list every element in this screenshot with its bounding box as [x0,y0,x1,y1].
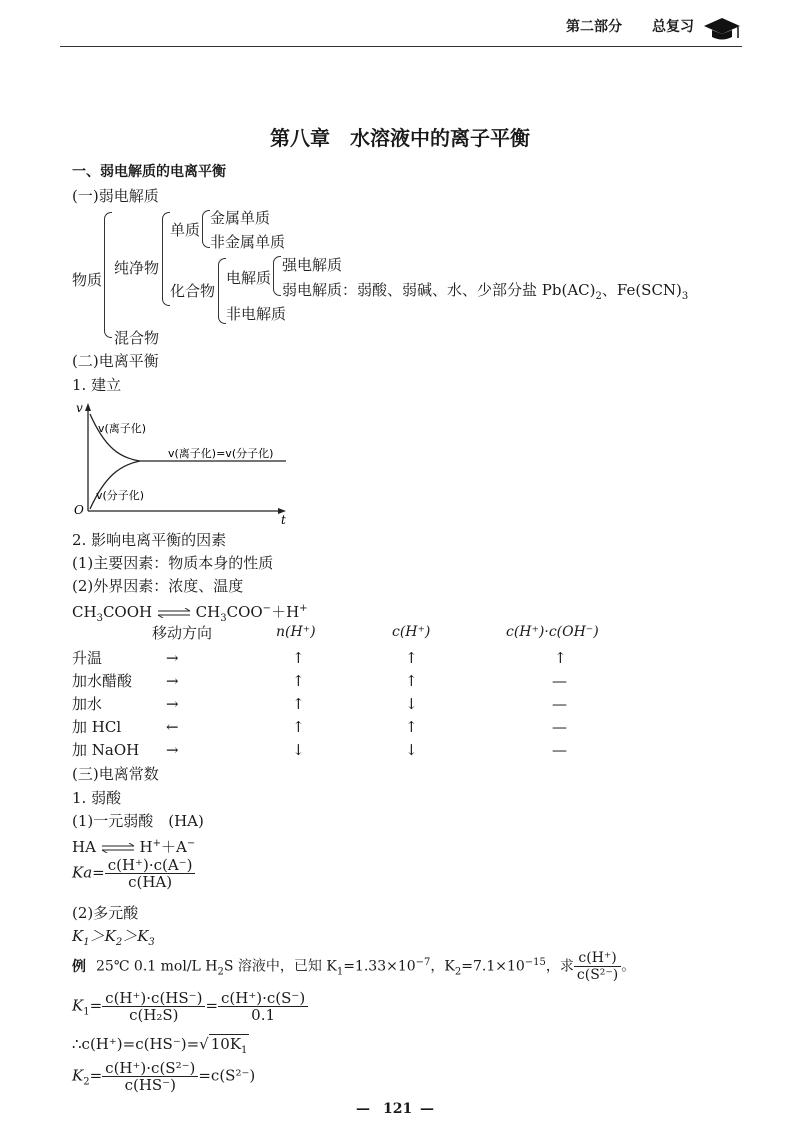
page-number: 121 [383,1101,413,1117]
table-cell: — [552,695,567,713]
subsection-title: (二)电离平衡 [72,352,159,370]
tree-root: 物质 [72,271,103,289]
table-cell: — [552,672,567,690]
table-cell: ↑ [405,672,418,690]
label-ionization: v(离子化) [98,422,147,435]
brace-root [104,212,112,338]
header-title: 总复习 [652,19,694,35]
k2-derivation: $K_2=$ $\frac{\text{c(H⁺)·c(S²⁻)}}{c(HS^-)}$ =c(S²⁻) [72,1059,256,1094]
table-cell: — [552,718,567,736]
table-cell: → [166,672,179,690]
table-cell: — [552,741,567,759]
table-cell: ↓ [405,741,418,759]
table-cell: ↑ [405,649,418,667]
table-cell: ↑ [292,649,305,667]
x-axis-label: t [281,513,286,525]
page-dash: — [420,1101,434,1117]
table-cell: → [166,695,179,713]
graph-y-arrow [85,403,91,411]
table-cell: → [166,741,179,759]
tree-element: 单质 [170,221,201,239]
label-equilibrium: v(离子化)=v(分子化) [168,447,274,460]
table-header: c(H⁺) [392,624,431,640]
table-header: n(H⁺) [276,624,316,640]
brace-electrolyte [273,256,281,296]
header-part: 第二部分 [566,19,622,35]
graduation-cap-icon [702,16,742,42]
subsection-title: (三)电离常数 [72,765,159,783]
tree-nonmetal: 非金属单质 [210,233,286,251]
subsection-title: (一)弱电解质 [72,187,159,205]
ha-equation: HA H+＋A− [72,838,196,856]
acetic-acid-equation: $CH_3COOH$ $CH_3COO^-+H^+$ [72,603,308,624]
item-heading: 2. 影响电离平衡的因素 [72,531,227,549]
table-cell: ↑ [405,718,418,736]
tree-pure: 纯净物 [114,259,160,277]
ka-expression: Ka= $\frac{c(H^+)\cdot c(A^-)}{c(HA)}$ [72,857,195,890]
equilibrium-graph [70,400,300,525]
poly-acid-heading: (2)多元酸 [72,904,139,922]
table-cell: 加 HCl [72,718,122,736]
chapter-title: 第八章 水溶液中的离子平衡 [270,126,530,150]
table-cell: ↑ [292,695,305,713]
equilibrium-arrow-icon [157,608,191,618]
brace-compound [218,258,226,324]
header-rule [60,46,742,47]
table-cell: → [166,649,179,667]
table-header: 移动方向 [152,624,213,642]
item-heading: 1. 建立 [72,376,122,394]
table-header: c(H⁺)·c(OH⁻) [506,624,599,640]
brace-pure [162,212,170,306]
tree-strong: 强电解质 [282,256,343,274]
table-cell: 加 NaOH [72,741,140,759]
label-molecular: v(分子化) [96,489,145,502]
brace-element [202,210,210,248]
equilibrium-arrow-icon [101,843,135,853]
example-label: 例 [72,958,86,975]
factor-line: (1)主要因素：物质本身的性质 [72,554,274,572]
section-title: 一、弱电解质的电离平衡 [72,164,226,180]
tree-compound: 化合物 [170,282,216,300]
page-dash: — [356,1101,370,1117]
table-cell: ← [166,718,179,736]
tree-non-electrolyte: 非电解质 [226,305,287,323]
table-cell: ↑ [292,672,305,690]
table-cell: 加水醋酸 [72,672,133,690]
k1-derivation: $K_1=$ $\frac{c(H^+)\cdot c(HS^-)}{\text{c(H₂S)}}$ = $\frac{c(H^+)\cdot c(S^-)}{0.1}$ [72,990,308,1023]
tree-mixture: 混合物 [114,329,160,347]
k-order: $K_1>K_2>K_3$ [72,927,155,948]
table-cell: 加水 [72,695,103,713]
tree-metal: 金属单质 [210,209,271,227]
table-cell: ↑ [292,718,305,736]
example-problem: 例 25℃ 0.1 mol/L $H_2S$ 溶液中，已知 $K_1=1.33\times 10^{-7}$，$K_2=7.1\times 10^{-15}$，求 $\frac{c(H^+)}{\text{c(S²⁻)}}$ 。 [72,950,636,983]
item-heading: 1. 弱酸 [72,789,122,807]
table-cell: ↑ [554,649,567,667]
therefore-line: ∴c(H⁺)=c(HS⁻)=√ $10K_1$ [72,1035,248,1056]
y-axis-label: v [76,401,83,415]
tree-electrolyte: 电解质 [226,269,272,287]
table-cell: ↓ [292,741,305,759]
mono-acid-heading: (1)一元弱酸 (HA) [72,812,204,830]
factor-line: (2)外界因素：浓度、温度 [72,577,244,595]
tree-weak: 弱电解质：弱酸、弱碱、水、少部分盐 $Pb(AC)_2$、$Fe(SCN)_3$ [282,281,689,302]
table-cell: ↓ [405,695,418,713]
origin-label: O [74,503,84,517]
table-cell: 升温 [72,649,103,667]
